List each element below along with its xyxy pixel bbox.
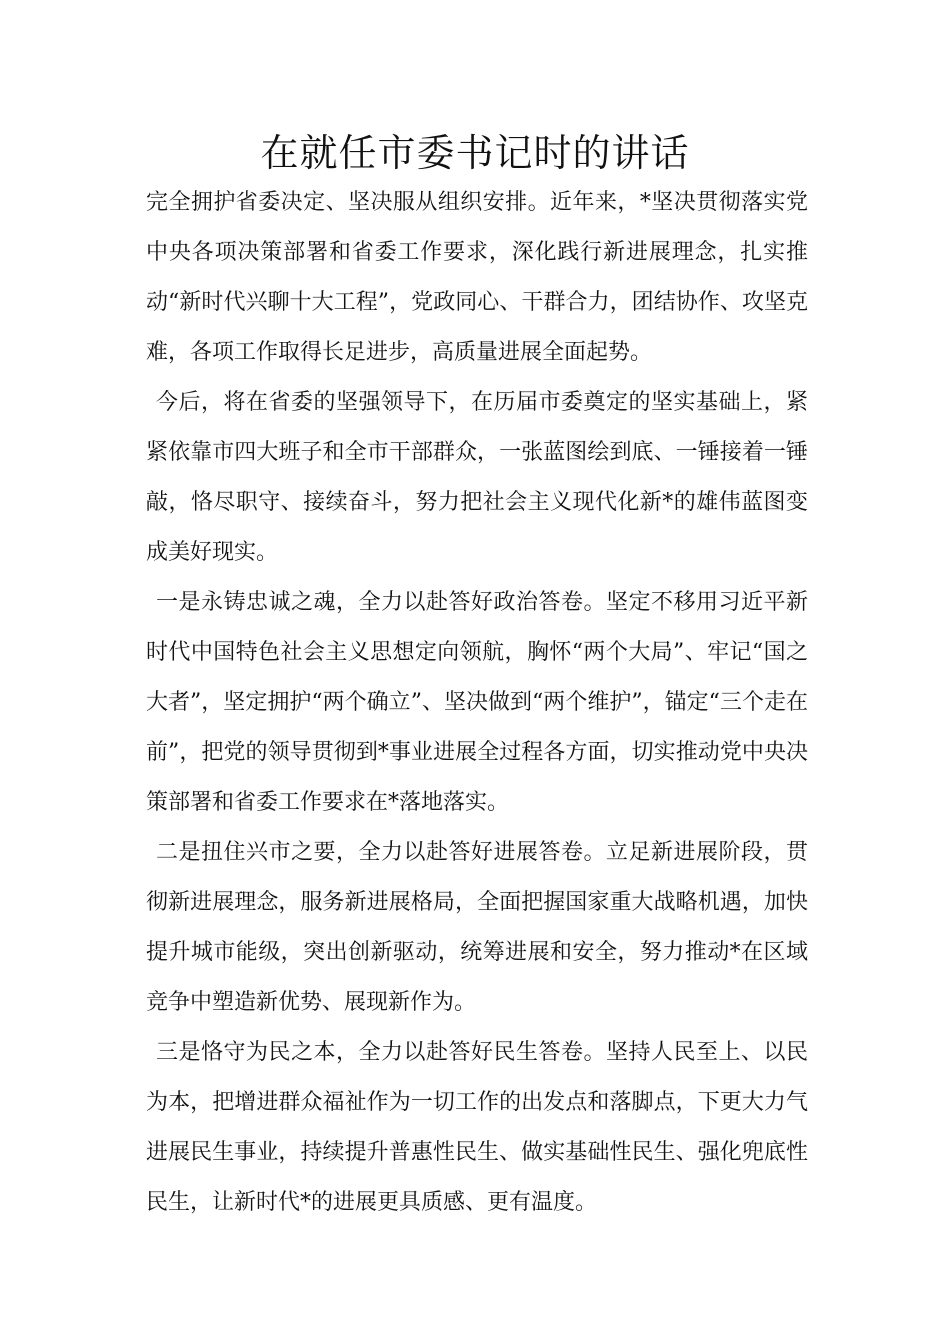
paragraph-5: 三是恪守为民之本，全力以赴答好民生答卷。坚持人民至上、以民为本，把增进群众福祉作为一切工作的出发点和落脚点，下更大力气进展民生事业，持续提升普惠性民生、做实基础性民生、强化兜底性民生，让新时代*的进展更具质感、更有温度。: [146, 1040, 808, 1215]
paragraph-1: 完全拥护省委决定、坚决服从组织安排。近年来，*坚决贯彻落实党中央各项决策部署和省委工作要求，深化践行新进展理念，扎实推动“新时代兴聊十大工程”，党政同心、干群合力，团结协作、攻坚克难，各项工作取得长足进步，高质量进展全面起势。: [146, 190, 808, 365]
paragraph-4: 二是扭住兴市之要，全力以赴答好进展答卷。立足新进展阶段，贯彻新进展理念，服务新进展格局，全面把握国家重大战略机遇，加快提升城市能级，突出创新驱动，统筹进展和安全，努力推动*在区域竞争中塑造新优势、展现新作为。: [146, 840, 808, 1015]
document-title: 在就任市委书记时的讲话: [260, 131, 690, 175]
paragraph-2: 今后，将在省委的坚强领导下，在历届市委奠定的坚实基础上，紧紧依靠市四大班子和全市干部群众，一张蓝图绘到底、一锤接着一锤敲，恪尽职守、接续奋斗，努力把社会主义现代化新*的雄伟蓝图变成美好现实。: [146, 390, 808, 565]
document-body: [146, 178, 808, 1228]
paragraph-3: 一是永铸忠诚之魂，全力以赴答好政治答卷。坚定不移用习近平新时代中国特色社会主义思想定向领航，胸怀“两个大局”、牢记“国之大者”，坚定拥护“两个确立”、坚决做到“两个维护”，锚定“三个走在前”，把党的领导贯彻到*事业进展全过程各方面，切实推动党中央决策部署和省委工作要求在*落地落实。: [146, 590, 808, 815]
